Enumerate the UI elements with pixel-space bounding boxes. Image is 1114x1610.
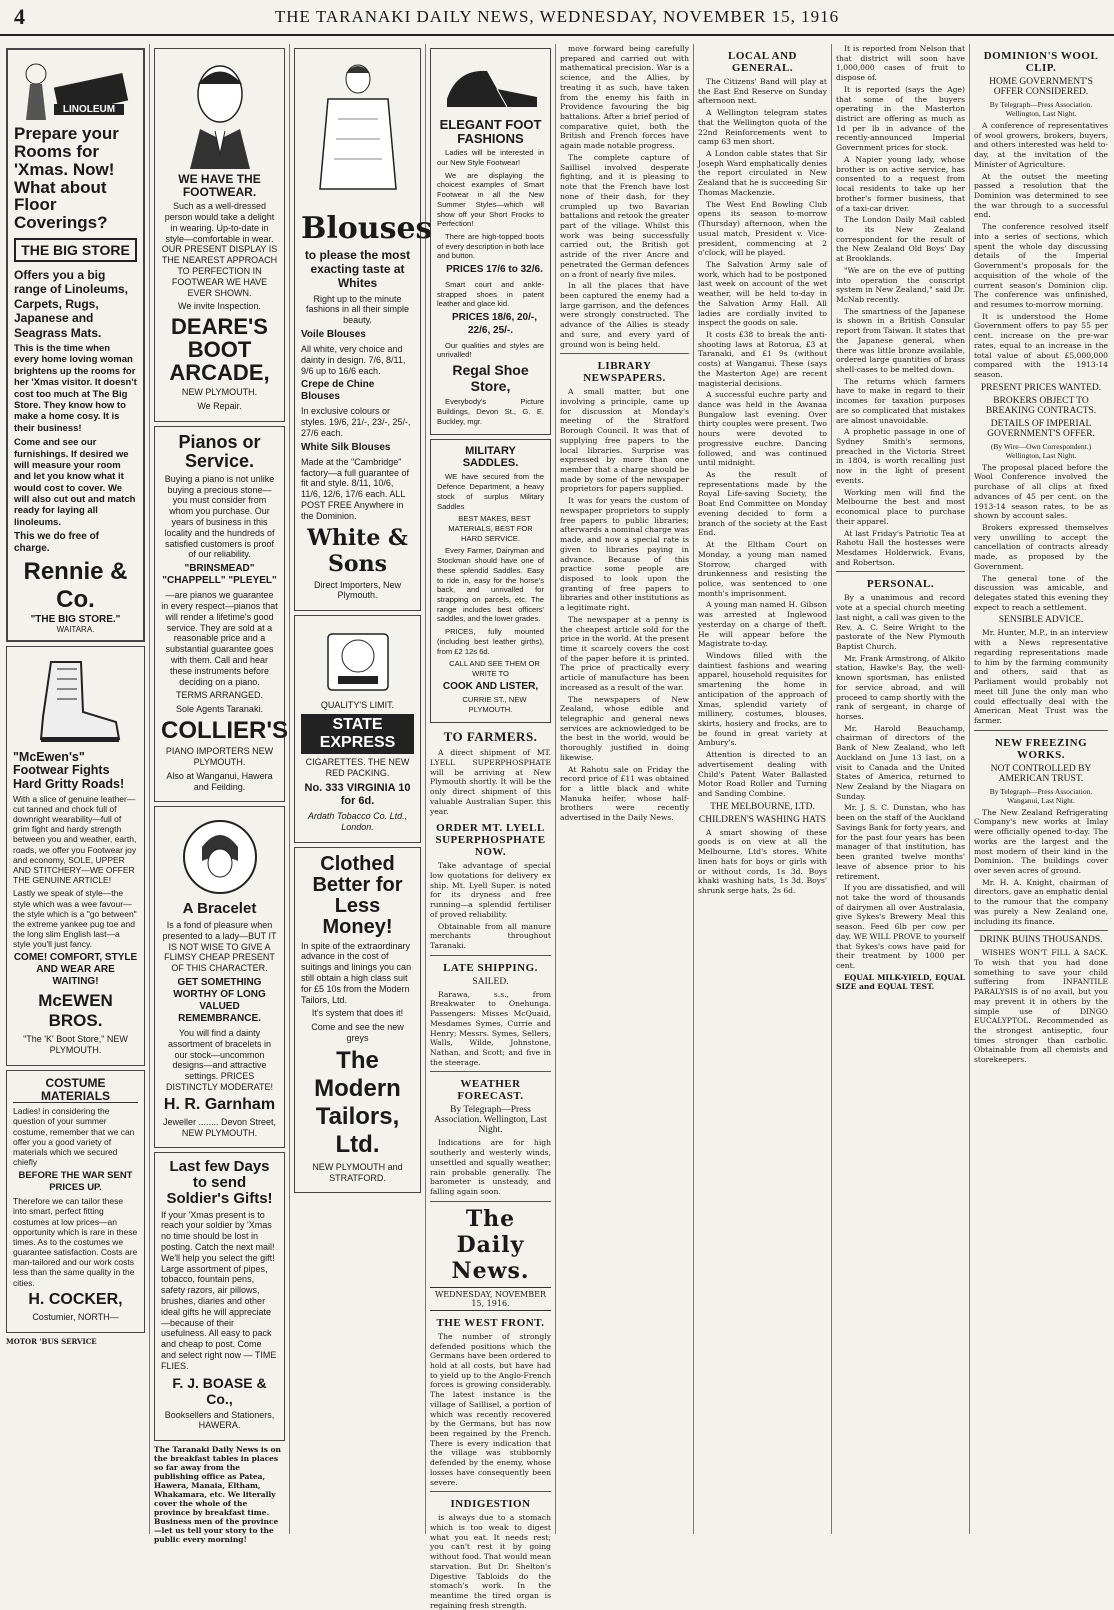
elegant-body-2: There are high-topped boots of every description in both lace and button. [437, 232, 544, 261]
linoleum-headline: Prepare your Rooms for 'Xmas. Now! What about Floor Coverings? [14, 124, 119, 233]
mcewen-sub: "The 'K' Boot Store," NEW PLYMOUTH. [23, 1034, 128, 1056]
military-title: MILITARY SADDLES. [462, 445, 519, 469]
personal-para-1: By a unanimous and record vote at a special church meeting last night, a call was given to the Rev. A. C. Seire Wright to the pastorate of the New Plymouth Baptist Church. [836, 593, 965, 651]
colliers-brand: COLLIER'S [161, 716, 289, 744]
drink-body: WISHES WON'T FILL A SACK. To wish that you had done something to save your child suffering from INFANTILE PARALYSIS is of no avail, but you may prevent it in others by the simple use of DINGO EUCALYPTOL. Recommended as the strongest antiseptic, four times stronger than carbolic. Obtainable from all chemists and storekeepers. [974, 948, 1108, 1065]
prices-1: PRICES 17/6 to 32/6. [446, 264, 543, 276]
rennie-sub: "THE BIG STORE." [30, 614, 121, 626]
daily-news-nameplate: The Daily News. [451, 1205, 530, 1284]
column-8 [970, 44, 1112, 1534]
details-para-3: The general tone of the discussion was amicable, and delegates stated this evening they expect to reach a settlement. [974, 573, 1108, 612]
nelson-para-3: A Napier young lady, whose brother is on active service, has consented to a request from local residents to take up her brother's former business, that of a taxi-car driver. [836, 154, 965, 213]
order-body: Take advantage of special low quotations for delivery ex ship. Mt. Lyell Super. is noted for its dryness and free running—a splendid fertiliser of proved reliability. [430, 861, 551, 919]
melbourne-title: THE MELBOURNE, LTD. [710, 801, 815, 812]
order-body-2: Obtainable from all manure merchants throughout Taranaki. [430, 921, 551, 951]
pianos-body: Buying a piano is not unlike buying a precious stone—you must consider from whom you purchase. Our years of business in this locality and the hundreds of satisfied customers is proof of our reliability. [164, 473, 275, 560]
blouse-illustration [308, 59, 408, 209]
voile-body: All white, very choice and dainty in design. 7/6, 8/11, 9/6 up to 16/6 each. [301, 344, 406, 376]
present-prices-title: PRESENT PRICES WANTED. [980, 382, 1102, 393]
footwear-body: Such as a well-dressed person would take a delight in wearing. Up-to-date in style—comfortable in wear. OUR PRESENT DISPLAY IS THE NEAREST APPROACH TO PERFECTION IN FOOTWEAR WE HAVE EVER SHOWN. [161, 201, 278, 298]
drink-title: DRINK BUINS THOUSANDS. [979, 935, 1103, 946]
shipping-title: LATE SHIPPING. [443, 961, 538, 974]
column-6 [694, 44, 832, 1534]
colliers-sub: PIANO IMPORTERS NEW PLYMOUTH. [165, 746, 274, 767]
page-number: 4 [14, 4, 25, 29]
bracelet-ad [154, 806, 285, 1148]
local-para-7: A successful euchre party and dance was held in the Awanaa Bungalow last evening. Over thirty couples were present. Two hours were devoted to progressive euchre. Dancing followed, and was continued until midnight. [698, 390, 827, 468]
brokers-title: BROKERS OBJECT TO BREAKING CONTRACTS. [985, 395, 1097, 416]
linoleum-label: LINOLEUM [54, 104, 124, 115]
wool-para-1: A conference of representatives of wool growers, brokers, buyers, and others interested was held to-day, at the invitation of the Minister of Agriculture. [974, 121, 1108, 169]
local-para-5: The Salvation Army sale of work, which had to be postponed last week on account of the wet weather, will be held to-day in the Salvation Army Hall. All ladies are cordially invited to inspect the goods on sale. [698, 259, 827, 328]
pianos-agents: Sole Agents Taranaki. [176, 704, 263, 715]
elegant-body-3: Smart court and ankle-strapped shoes in patent leather and glace kid. [437, 279, 544, 309]
elegant-body-4: Our qualities and styles are unrivalled! [437, 340, 544, 360]
state-sub: CIGARETTES. THE NEW RED PACKING. [305, 757, 410, 778]
wool-para-4: It is understood the Home Government offers to pay 55 per cent. increase on the pre-war rates, equal to an increase in the total value of about £5,000,000 compared with the 1913-14 season. [974, 311, 1108, 379]
library-body-3: The newspaper at a penny is the cheapest article sold for the price in the world. At the present time it scarcely covers the cost of the paper before it is printed. The price of practically every article of manufacture has been increased as a result of the war. [560, 614, 689, 692]
local-para-8: As the result of representations made by the Royal Life-saving Society, the Boat End Committee on Monday evening decided to form a branch of the society at the East End. [698, 470, 827, 538]
freezing-para-2: Mr. H. A. Knight, chairman of directors, gave an emphatic denial to the rumour that the company was purely a New Zealand one, including its finance. [974, 877, 1108, 926]
freezing-by: By Telegraph—Press Association. Wanganui, Last Night. [989, 786, 1093, 805]
deare-repair: We Repair. [197, 401, 242, 412]
nelson-para-1: It is reported from Nelson that that district will soon have 1,000,000 cases of fruit to dispose of. [836, 44, 965, 83]
daily-news-footer: The Taranaki Daily News is on the breakfast tables in places so far away from the publishing office as Patea, Hawera, Manaia, Eltham, Whakamara, etc. We literally cover the whole of the province by breakfast time. Business men of the province—let us tell your story to the public every morning! [154, 1445, 282, 1545]
blouses-intro: Right up to the minute fashions in all their simple beauty. [305, 293, 410, 326]
nelson-para-4: The London Daily Mail cabled to its New Zealand correspondent for the result of the New Zealand Old Boys' Day at Brooklands. [836, 215, 965, 264]
clothed-cta: Come and see the new greys [311, 1022, 404, 1043]
blouses-ad [294, 48, 433, 611]
whites-brand: White & Sons [307, 524, 408, 577]
boot-body-2: Lastly we speak of style—the style which was a wee favour—the style which is a "go between" the extreme yankee pug toe and the long slim English last—a style you'll just fancy. [13, 888, 137, 950]
military-saddles-ad [430, 439, 551, 723]
library-body-5: At Rahotu sale on Friday the record price of £11 was obtained for a little black and white Manuka heifer, whose half-brothers were recently advertised in the Daily News. [560, 764, 689, 823]
bracelet-body: Is a fond of pleasure when presented to a lady—BUT IT IS NOT WISE TO GIVE A FLIMSY CHEAP PRESENT OF THIS CHARACTER. [162, 920, 277, 974]
nelson-para-9: Working men will find the Melbourne the best and most economical place to purchase their apparel. [836, 487, 965, 526]
footwear-title: WE HAVE THE FOOTWEAR. [178, 172, 261, 199]
local-para-10: A young man named H. Gibson was arrested at Inglewood yesterday on a charge of theft. He will appear before the Magistrate to-day. [698, 600, 827, 649]
column-3 [290, 44, 433, 1534]
bracelet-title: A Bracelet [182, 900, 257, 918]
linoleum-offer: Offers you a big range of Linoleums, Carpets, Rugs, Japanese and Seagrass Mats. [14, 268, 129, 340]
local-para-12: Attention is directed to an advertisement dealing with Child's Patent Water Ballasted Motor Road Roller and Turning and Sanding Combine. [698, 750, 827, 799]
personal-para-3: Mr. Harold Beauchamp, chairman of directors of the Bank of New Zealand, who left Auckland on June 13 last, on a visit to Canada and the United States of America, returned to New Zealand by the Niagara on Sunday. [836, 723, 965, 801]
local-para-9: At the Eltham Court on Monday, a young man named Storrow, charged with drunkenness and resisting the police, was sentenced to one month's imprisonment. [698, 540, 827, 598]
personal-para-2: Mr. Frank Armstrong, of Alkito station, Hawke's Bay, the well-known sportsman, has enlisted for service abroad, and will proceed to camp shortly with the rank of sergeant, in charge of horses. [836, 653, 965, 721]
pianos-body-2: —are pianos we guarantee in every respect—pianos that will render a lifetime's good service. They are sold at a reasonable price and a substantial guarantee goes with them. Call and hear these instruments before deciding on a piano. [161, 590, 278, 687]
farmers-title: TO FARMERS. [443, 729, 538, 745]
war-body-1: move forward being carefully prepared and carried out with mathematical precision. War is a science, and the Allies, by treating it as such, have taken from the enemy his faith in Providence favouring the big battalions. After a brief period of comparative quiet, both the British and French forces have again made notable progress. [560, 44, 689, 151]
local-para-4: The West End Bowling Club opens its season to-morrow (Thursday) afternoon, when the usual match, President v. Vice-president, commencing at 2 o'clock, will be played. [698, 199, 827, 258]
order-title: ORDER MT. LYELL SUPERPHOSPHATE NOW. [435, 822, 546, 859]
state-brand: STATE EXPRESS [301, 714, 414, 754]
details-title: DETAILS OF IMPERIAL GOVERNMENT'S OFFER. [987, 418, 1095, 439]
indigestion-title: INDIGESTION [450, 1498, 531, 1511]
west-front-title: THE WEST FRONT. [436, 1316, 545, 1329]
wool-sub: HOME GOVERNMENT'S OFFER CONSIDERED. [989, 77, 1093, 97]
west-front-body: The number of strongly defended positions which the Germans have been ordered to hold at all costs, but have had to yield up to the Anglo-French forces is growing considerably. The latest instance is the village of Saillisel, a portion of which was recently recovered by the Germans, but has now been regained by the French. There is every indication that the village was stubbornly defended by the enemy, whose losses have consequently been severe. [430, 1331, 551, 1487]
bracelet-em: GET SOMETHING WORTHY OF LONG VALUED REMEMBRANCE. [173, 977, 266, 1025]
library-body-4: The newspapers of New Zealand, whose edible and telegraphic and general news services are acknowledged to be the best in the world, would be thoroughly justified in doing likewise. [560, 694, 689, 762]
footwear-invite: We invite Inspection. [178, 301, 261, 312]
rennie-brand: Rennie & Co. [23, 558, 128, 614]
deare-boot-ad [154, 48, 285, 422]
wool-para-3: The conference resolved itself into a series of sections, which spent the whole day discussing details of the Imperial Government's proposals for the acquisition of the whole of the current season's Dominion clip. The conference was unfinished, and resumes to-morrow morning. [974, 222, 1108, 309]
linoleum-body-2: Come and see our furnishings. If desired we will measure your room and let you know what it would cost to cover. We will also cut out and match ready for laying all linoleums. [14, 437, 136, 528]
costume-ad [6, 1070, 145, 1333]
page-header [0, 0, 1114, 36]
costume-em: BEFORE THE WAR SENT PRICES UP. [18, 1170, 133, 1193]
hats-body: A smart showing of these goods is on view at all the Melbourne, Ltd's stores. White linen hats for boys or girls with or without cords, 1s 3d. Boys khaki washing hats, 1s 3d. Boys' shrunk serge hats, 2s 6d. [698, 827, 827, 896]
farmers-body: A direct shipment of MT. LYELL SUPERPHOSPHATE will be arriving at New Plymouth shortly. It will be the only direct shipment of this valuable Australian Super. this year. [430, 748, 551, 816]
pianos-ad [154, 426, 289, 802]
column-4 [426, 44, 556, 1610]
boot-headline: "McEwen's" Footwear Fights Hard Gritty Roads! [13, 750, 125, 791]
linoleum-roll-illustration [16, 60, 136, 130]
library-body-1: A small matter, but one involving a principle, came up for discussion at Monday's meeting of the Stratford Borough Council. It was that of supplying free papers to the local libraries. Surprise was expressed by more than one member that a charge should be made by some of the newspaper proprietors for papers supplied. [560, 387, 689, 494]
lady-portrait-illustration [180, 817, 260, 897]
motor-bus-service: MOTOR 'BUS SERVICE [6, 1336, 97, 1346]
silk-title: White Silk Blouses [301, 441, 391, 453]
pianos-title: Pianos or Service. [178, 432, 261, 471]
prices-2: PRICES 18/6, 20/-, 22/6, 25/-. [451, 312, 538, 336]
military-cta: CALL AND SEE THEM OR WRITE TO [449, 659, 540, 679]
freezing-sub: NOT CONTROLLED BY AMERICAN TRUST. [990, 763, 1092, 784]
costume-body-2: Therefore we can tailor these into smart, perfect fitting costumes at low prices—an opportunity which is rare in these times. As to the costumes we guarantee satisfaction. Costs are man-tailored and our work costs less than the same quality in the cities. [13, 1196, 138, 1288]
rennie-place: WAITARA. [56, 625, 95, 635]
sykes-body: If you are dissatisfied, and will not take the word of thousands of dairymen all over Australasia, give Sykes's Brewery Meal this season. Feed 6lb per cow per day. WE WILL PROVE to yourself that Sykes's cows have paid for their treatment by 1000 per cent. [836, 883, 965, 970]
linoleum-ad [6, 48, 145, 642]
weather-by: By Telegraph—Press Association. Wellington, Last Night. [434, 1105, 547, 1136]
elegant-foot-ad [430, 48, 551, 435]
sykes-em: EQUAL MILK-YIELD, EQUAL SIZE and EQUAL TEST. [836, 972, 965, 992]
local-para-2: A Wellington telegram states that the Wellington quota of the 22nd Reinforcements went to camp 63 men short. [698, 108, 827, 147]
soldier-gifts-ad [154, 1152, 285, 1441]
big-store-banner: THE BIG STORE [14, 238, 137, 262]
costume-body: Ladies! in considering the question of your summer costume, remember that we can offer you a good variety of materials which we secured chiefly [13, 1106, 135, 1168]
pianos-terms: TERMS ARRANGED. [175, 690, 263, 701]
deare-place: NEW PLYMOUTH. [181, 387, 258, 398]
boot-body: With a slice of genuine leather—cut tanned and chock full of downright wearability—full of grim fight and hardy strength between you and weather, earth, roads, we offer you Footwear joy and economy, SOLE, UPPER AND STITCHERY—WE OFFER THE GENUINE ARTICLE! [13, 793, 137, 886]
column-7 [832, 44, 970, 1534]
regal-brand: Regal Shoe Store, [452, 362, 529, 395]
wool-title: DOMINION'S WOOL CLIP. [983, 50, 1099, 74]
colliers-also: Also at Wanganui, Hawera and Feilding. [166, 770, 273, 792]
freezing-title: NEW FREEZING WORKS. [994, 736, 1088, 761]
nelson-para-6: The smartness of the Japanese is shown in a British Consular report from Taiwan. It states that the Japanese general, when there was little bronze available, ordered large quantities of brass shell-cases to be melted down. [836, 306, 965, 374]
blouses-title: Blouses [301, 211, 433, 246]
military-points: BEST MAKES, BEST MATERIALS, BEST FOR HARD SERVICE. [448, 514, 533, 543]
weather-title: WEATHER FORECAST. [457, 1078, 524, 1103]
whites-sub: Direct Importers, New Plymouth. [313, 579, 402, 601]
sensible-para-1: Mr. Hunter, M.P., in an interview with a News representative regarding representations made to him by the farming community and others, said that as Parliament would probably not meet till June the only man who could effectually deal with the American Meat Trust was the farmer. [974, 628, 1108, 725]
nelson-para-7: The returns which farmers have to make in regard to their incomes for taxation purposes are so complicated that mistakes are almost unavoidable. [836, 376, 965, 425]
details-para-1: The proposal placed before the Wool Conference involved the purchase of all clips at fixed advances of 45 per cent. on the 1913-14 season rates, to be as shown by account sales. [974, 462, 1108, 521]
costume-title: COSTUME MATERIALS [13, 1077, 138, 1103]
gifts-body: If your 'Xmas present is to reach your soldier by 'Xmas no time should be lost in posting. Catch the next mail! We'll help you select the gift! Large assortment of pipes, tobacco, fountain pens, safety razors, air pillows, brushes, diaries and other ideal gifts he will appreciate—because of their usefulness. All easy to pack and cheap to post. Come and select right now — TIME FLIES. [161, 1209, 277, 1371]
mcewen-brand: McEWEN BROS. [38, 991, 113, 1031]
cocker-sub: Costumier, NORTH— [32, 1311, 119, 1322]
column-5 [556, 44, 694, 1534]
blouses-sub: to please the most exacting taste at Whites [304, 247, 411, 291]
boot-illustration [21, 657, 131, 747]
garnham-brand: H. R. Garnham [163, 1095, 276, 1113]
state-maker: Ardath Tobacco Co. Ltd., London. [307, 810, 408, 832]
shipping-sailed: SAILED. [472, 976, 509, 987]
shoe-illustration [437, 59, 547, 114]
war-body-2: The complete capture of Saillisel involved desperate fighting, and it is pleasing to note that the French have lost none of their dash, for they crumpled up two Bavarian battalions and retook the greater part of the village. Whilst this work was being successfully carried out, the British got astride of the river Ancre and penetrated the German defences on a front of nearly five miles. [560, 152, 689, 279]
modern-tailors-ad [294, 847, 421, 1194]
crepe-title: Crepe de Chine Blouses [301, 379, 375, 403]
local-para-6: It costs £38 to break the anti-shooting laws at Rotorua, £3 at Taranaki, and £1 9s (without costs) at Wanganui. These (says the Masterton Age) are recent magisterial decisions. [698, 329, 827, 388]
column-1 [2, 44, 150, 1534]
voile-title: Voile Blouses [301, 329, 366, 341]
state-pricing [301, 782, 414, 808]
cook-sub: CURRIE ST., NEW PLYMOUTH. [462, 694, 527, 714]
boase-sub: Booksellers and Stationers, HAWERA. [164, 1409, 275, 1431]
pianos-brands: "BRINSMEAD" "CHAPPELL" "PLEYEL" [162, 563, 277, 587]
cook-brand: COOK AND LISTER, [442, 680, 539, 692]
details-by: (By Wire—Own Correspondent.) Wellington, Last Night. [990, 441, 1092, 460]
weather-body: Indications are for high southerly and westerly winds, unsettled and squally weather; rain probable generally. The barometer is unsteady, and falling again soon. [430, 1138, 551, 1197]
military-prices: PRICES, fully mounted (including best leather girths), from £2 12s 6d. [437, 627, 544, 656]
clothed-body: In spite of the extraordinary advance in the cost of suitings and linings you can still obtain a high class suit for £5 10s from the Modern Tailors, Ltd. [301, 940, 412, 1005]
state-label: QUALITY'S LIMIT. [320, 700, 395, 711]
cocker-brand: H. COCKER, [28, 1290, 123, 1308]
clothed-system: It's system that does it! [311, 1008, 404, 1019]
hats-title: CHILDREN'S WASHING HATS [698, 814, 827, 825]
military-body-2: Every Farmer, Dairyman and Stockman should have one of these splendid Saddles. Easy to ride in, easy for the horse's back, and unrivalled for strapping on parcels, etc. The range includes best officers' saddles, and the lower grades. [437, 546, 544, 624]
war-body-3: In all the places that have been captured the enemy had a large garrison, and the defences were strongly constructed. The advance of the Allies is steady and sure, and every yard of ground won is being held. [560, 281, 689, 349]
personal-title: PERSONAL. [866, 578, 935, 591]
gifts-title: Last few Days to send Soldier's Gifts! [166, 1158, 273, 1207]
deare-brand: DEARE'S BOOT ARCADE, [169, 314, 270, 386]
state-number: No. 333 [304, 781, 344, 794]
sensible-title: SENSIBLE ADVICE. [998, 615, 1084, 626]
military-body: WE have secured from the Defence Department, a heavy stock of surplus Military Saddles [437, 472, 544, 511]
mcewen-boot-ad [6, 646, 145, 1066]
local-para-1: The Citizens' Band will play at the East End Reserve on Sunday afternoon next. [698, 77, 827, 106]
masthead-title: THE TARANAKI DAILY NEWS, WEDNESDAY, NOVEMBER 15, 1916 [274, 7, 840, 26]
clothed-title: Clothed Better for Less Money! [312, 852, 403, 938]
silk-body: Made at the "Cambridge" factory—a full guarantee of fit and style. 8/11, 10/6, 11/6, 12/6, 17/6 each. ALL POST FREE Anywhere in the Dominion. [301, 456, 410, 521]
local-general-title: LOCAL AND GENERAL. [728, 50, 797, 74]
modern-brand: The Modern Tailors, Ltd. [314, 1046, 401, 1158]
nelson-para-2: It is reported (says the Age) that some of the buyers operating in the Masterton district are offering as much as 1d per lb in advance of the recently-announced Imperial Government prices for stock. [836, 84, 965, 153]
boot-cta: COME! COMFORT, STYLE AND WEAR ARE WAITING! [13, 952, 138, 988]
elegant-title: ELEGANT FOOT FASHIONS [439, 117, 542, 146]
linoleum-free: This we do free of charge. [14, 531, 100, 555]
bracelet-body-2: You will find a dainty assortment of bracelets in our stock—uncommon designs—and attractive settings. PRICES DISTINCTLY MODERATE! [165, 1028, 273, 1093]
garnham-sub: Jeweller ........ Devon Street, NEW PLYMOUTH. [162, 1116, 277, 1138]
details-para-2: Brokers expressed themselves very unwilling to accept the cancellation of contracts already made, as proposed by the Government. [974, 523, 1108, 571]
linoleum-body-1: This is the time when every home loving woman brightens up the rooms for her 'Xmas visitor. It doesn't cost too much at The Big Store. They know how to make a home cosy. It is their business! [14, 343, 137, 434]
personal-para-4: Mr. J. S. C. Dunstan, who has been on the staff of the Auckland Savings Bank for forty years, and for the past four years has been manager of that institution, has been granted twelve months' leave of absence prior to his retirement. [836, 803, 965, 881]
nelson-para-10: At last Friday's Patriotic Tea at Rahotu Hall the hostesses were Mesdames Holderwick, Evans, and Robertson. [836, 528, 965, 567]
freezing-para-1: The New Zealand Refrigerating Company's new works at Imlay were officially opened to-day. The works are the largest and the most modern of their kind in the Dominion. The buildings cover over seven acres of ground. [974, 807, 1108, 875]
library-title: LIBRARY NEWSPAPERS. [583, 360, 666, 385]
wool-para-2: At the outset the meeting passed a resolution that the Dominion was determined to see the war through to a successful end. [974, 171, 1108, 220]
regal-sub: Everybody's Picture Buildings, Devon St., G. E. Buckley, mgr. [437, 397, 544, 426]
indigestion-body: is always due to a stomach which is too weak to digest what you eat. It needs rest; you can't rest it by going without food. That would mean starvation. But Dr. Shelton's Digestive Tabloids do the stomach's work. In the meantime the tired organ is regaining fresh strength. [430, 1513, 551, 1610]
gentleman-illustration [170, 59, 270, 169]
shipping-body: Rarawa, s.s., from Breakwater to Onehunga. Passengers: Misses McQuaid, Mesdames Symes, Currie and Henry; Messrs. Symes, Sellers, Walls, Wilde, Johnstone, Nathan, and Scott; and five in the steerage. [430, 989, 551, 1067]
state-price: VIRGINIA 10 for 6d. [340, 781, 411, 807]
state-express-ad [294, 615, 421, 842]
library-body-2: It was for years the custom of newspaper proprietors to supply free papers to public libraries; afterwards a nominal charge was made, and now a special rate is given to libraries paying in advance. Because of this practice some people are disposed to look upon the granting of free papers to libraries and other institutions as a legitimate right. [560, 496, 689, 613]
nelson-para-8: A prophetic passage in one of Sydney Smith's sermons, preached in the Victoria Street in 1804, is worth recalling just now in the light of present events. [836, 427, 965, 485]
cigarette-tin-illustration [318, 626, 398, 696]
nelson-para-5: "We are on the eve of putting into operation the conscript system in New Zealand," said Dr. McNab recently. [836, 265, 965, 304]
elegant-intro: Ladies will be interested in our New Style Footwear! [437, 148, 544, 167]
elegant-body: We are displaying the choicest examples of Smart Footwear in all the New Summer Styles—which will show off your Short Frocks to Perfection! [437, 170, 544, 229]
boase-brand: F. J. BOASE & Co., [172, 1374, 267, 1407]
column-2 [150, 44, 290, 1545]
modern-places: NEW PLYMOUTH and STRATFORD. [312, 1161, 403, 1183]
local-para-3: A London cable states that Sir Joseph Ward emphatically denies the report circulated in New Zealand that he is succeeding Sir Thomas Mackenzie. [698, 149, 827, 197]
local-para-11: Windows filled with the daintiest fashions and wearing apparel, household requisites for smartening the home in anticipation of the approach of Xmas, splendid variety of millinery, costumes, blouses, skirts, hosiery and frocks, are to be found in great variety at Ambury's. [698, 650, 827, 748]
wool-by: By Telegraph—Press Association. Wellington, Last Night. [989, 100, 1093, 118]
crepe-body: In exclusive colours or styles. 19/6, 21/-, 23/-, 25/-, 27/6 each. [301, 406, 411, 439]
dateline: WEDNESDAY, NOVEMBER 15, 1916. [430, 1287, 551, 1311]
